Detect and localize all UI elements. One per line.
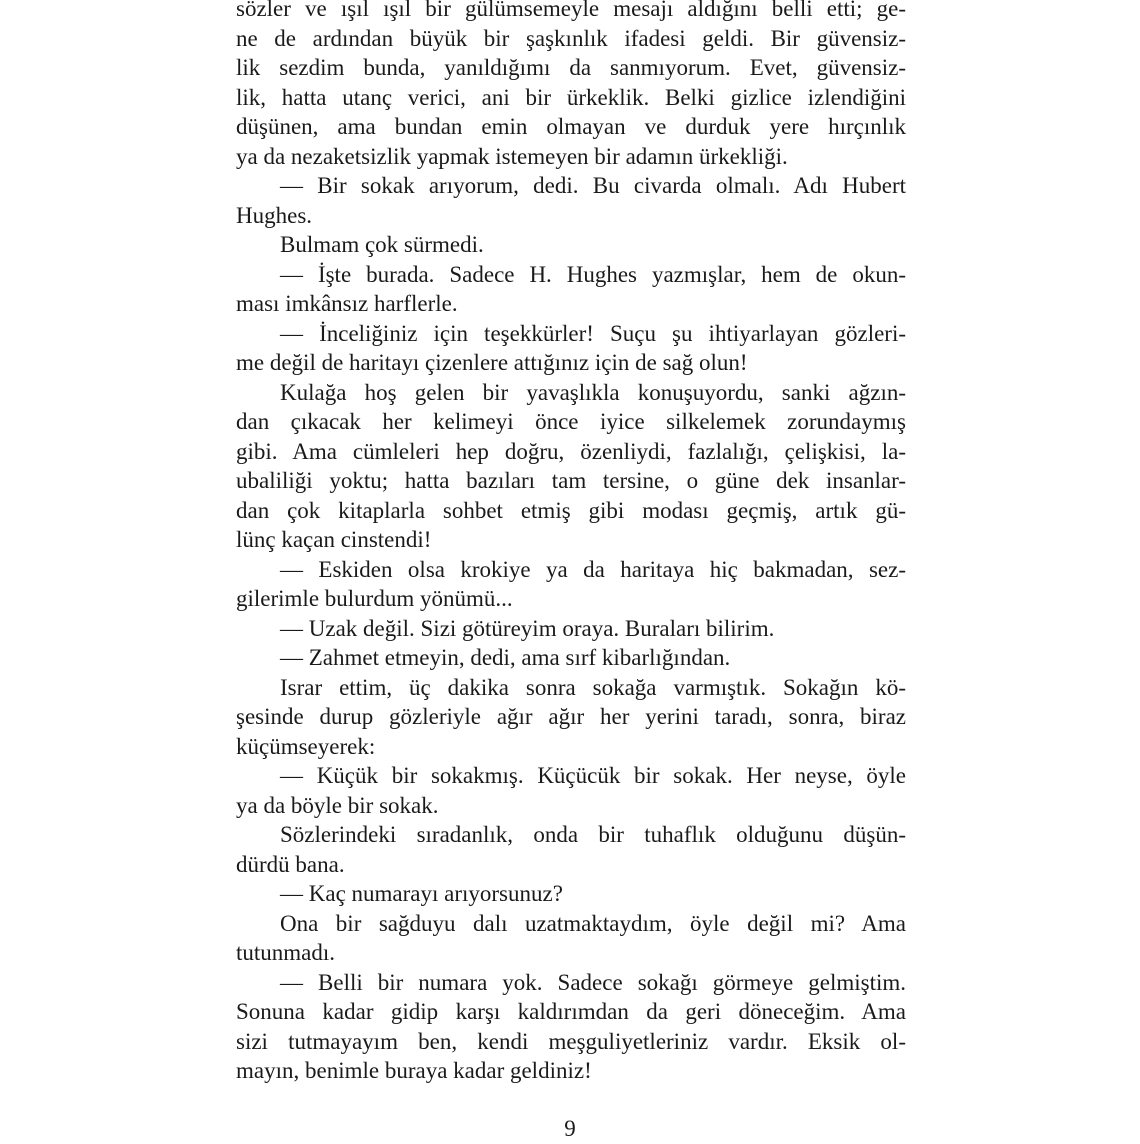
text-line: sözler ve ışıl ışıl bir gülümsemeyle mesajı aldığını belli etti; ge- [236, 0, 906, 21]
text-line: me değil de haritayı çizenlere attığınız için de sağ olun! [236, 350, 748, 375]
text-line: sizi tutmayayım ben, kendi meşguliyetleriniz vardır. Eksik ol- [236, 1028, 906, 1054]
text-line: Kulağa hoş gelen bir yavaşlıkla konuşuyordu, sanki ağzın- [280, 379, 906, 405]
text-line: ne de ardından büyük bir şaşkınlık ifadesi geldi. Bir güvensiz- [236, 25, 906, 51]
text-line: küçümseyerek: [236, 733, 376, 759]
text-line: tutunmadı. [236, 940, 336, 965]
text-line: Sözlerindeki sıradanlık, onda bir tuhaflık olduğunu düşün- [280, 822, 906, 847]
text-line: lik sezdim bunda, yanıldığımı da sanmıyorum. Evet, güvensiz- [236, 55, 906, 80]
text-line: lünç kaçan cinstendi! [236, 527, 432, 552]
text-line: düşünen, ama bundan emin olmayan ve durduk yere hırçınlık [236, 114, 906, 139]
text-line: — Eskiden olsa krokiye ya da haritaya hiç bakmadan, sez- [280, 556, 906, 582]
text-line: — Belli bir numara yok. Sadece sokağı görmeye gelmiştim. [280, 969, 906, 995]
text-line: — İşte burada. Sadece H. Hughes yazmışlar, hem de okun- [280, 261, 906, 287]
text-line: mayın, benimle buraya kadar geldiniz! [236, 1058, 592, 1083]
book-page-text [236, 0, 906, 1086]
text-line: şesinde durup gözleriyle ağır ağır her yerini taradı, sonra, biraz [236, 704, 906, 729]
text-line: dan çok kitaplarla sohbet etmiş gibi modası geçmiş, artık gü- [236, 497, 906, 523]
text-line: — Uzak değil. Sizi götüreyim oraya. Buraları bilirim. [280, 615, 775, 641]
text-line: lik, hatta utanç verici, ani bir ürkeklik. Belki gizlice izlendiğini [236, 84, 906, 110]
text-line: dürdü bana. [236, 851, 345, 877]
text-line: — Zahmet etmeyin, dedi, ama sırf kibarlığından. [280, 645, 731, 670]
text-line: Bulmam çok sürmedi. [280, 232, 484, 257]
text-line: — Kaç numarayı arıyorsunuz? [280, 881, 563, 906]
text-line: Israr ettim, üç dakika sonra sokağa varmıştık. Sokağın kö- [280, 674, 906, 700]
text-line: ması imkânsız harflerle. [236, 291, 458, 316]
text-line: ya da nezaketsizlik yapmak istemeyen bir adamın ürkekliği. [236, 143, 788, 169]
text-line: — İnceliğiniz için teşekkürler! Suçu şu ihtiyarlayan gözleri- [280, 320, 906, 346]
page-number: 9 [564, 1116, 576, 1141]
text-line: gilerimle bulurdum yönümü... [236, 586, 513, 611]
text-line: Hughes. [236, 202, 313, 228]
text-line: ya da böyle bir sokak. [236, 792, 439, 818]
text-line: ubaliliği yoktu; hatta bazıları tam tersine, o güne dek insanlar- [236, 468, 906, 493]
text-line: — Bir sokak arıyorum, dedi. Bu civarda olmalı. Adı Hubert [280, 173, 906, 198]
text-line: Sonuna kadar gidip karşı kaldırımdan da geri döneceğim. Ama [236, 999, 906, 1024]
text-line: — Küçük bir sokakmış. Küçücük bir sokak. Her neyse, öyle [280, 763, 906, 788]
text-line: dan çıkacak her kelimeyi önce iyice silkelemek zorundaymış [236, 409, 906, 434]
text-line: Ona bir sağduyu dalı uzatmaktaydım, öyle değil mi? Ama [280, 910, 906, 936]
text-line: gibi. Ama cümleleri hep doğru, özenliydi, fazlalığı, çelişkisi, la- [236, 438, 906, 464]
